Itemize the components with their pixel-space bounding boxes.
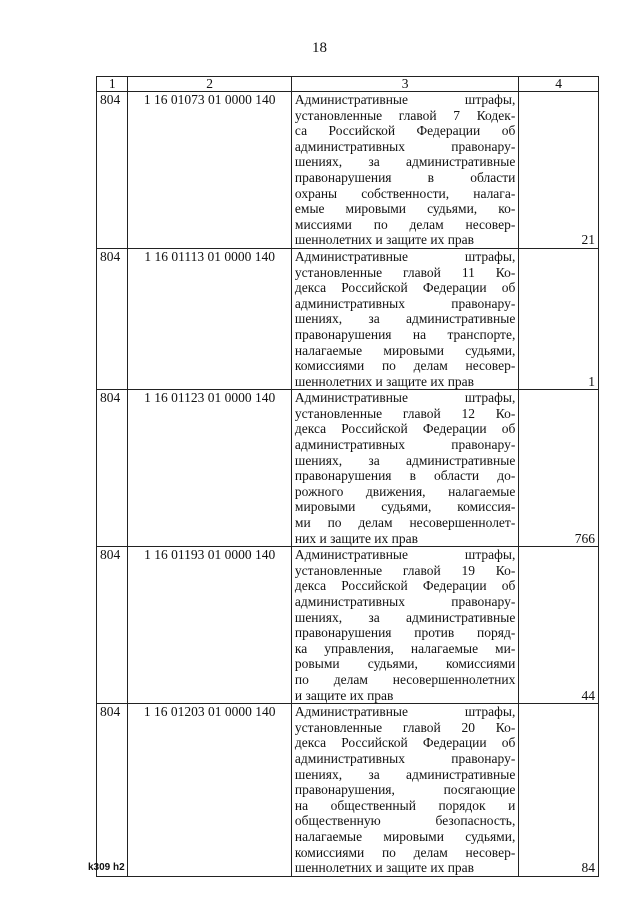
description-line: шеннолетних и защите их прав (294, 860, 475, 876)
table-row (97, 248, 599, 389)
description-line: административных правонару- (294, 750, 516, 766)
description-line: декса Российской Федерации об (294, 280, 516, 296)
cell-budget-classification-code: 1 16 01123 01 0000 140 (128, 390, 291, 547)
cell-budget-classification-code: 1 16 01113 01 0000 140 (128, 248, 291, 389)
description-line: правонарушения, посягающие (294, 782, 516, 798)
description-line: мировыми судьями, комиссия- (294, 499, 516, 515)
description-line: установленные главой 19 Ко- (294, 562, 516, 578)
cell-description (291, 390, 518, 547)
description-line: и защите их прав (294, 687, 394, 703)
table-row (97, 390, 599, 547)
description-line: установленные главой 20 Ко- (294, 719, 516, 735)
description-line: декса Российской Федерации об (294, 578, 516, 594)
description-line: налагаемые мировыми судьями, (294, 342, 516, 358)
description-line: са Российской Федерации об (294, 123, 516, 139)
description-line: емые мировыми судьями, ко- (294, 201, 516, 217)
header-col-3: 3 (291, 77, 518, 92)
cell-amount: 766 (519, 390, 599, 547)
description-line: Административные штрафы, (294, 390, 516, 406)
description-line: Административные штрафы, (294, 92, 516, 107)
description-line: декса Российской Федерации об (294, 421, 516, 437)
cell-amount: 1 (519, 248, 599, 389)
description-line: установленные главой 11 Ко- (294, 264, 516, 280)
cell-admin-code: 804 (97, 704, 128, 877)
cell-description (291, 92, 518, 249)
cell-description (291, 547, 518, 704)
description-line: шениях, за административные (294, 311, 516, 327)
header-col-1: 1 (97, 77, 128, 92)
description-line: комиссиями по делам несовер- (294, 844, 516, 860)
description-line: налагаемые мировыми судьями, (294, 828, 516, 844)
cell-admin-code: 804 (97, 92, 128, 249)
description-line: Административные штрафы, (294, 547, 516, 563)
description-line: административных правонару- (294, 594, 516, 609)
table-row (97, 92, 599, 249)
cell-amount: 21 (519, 92, 599, 249)
revenue-table (96, 76, 599, 877)
description-line: декса Российской Федерации об (294, 735, 516, 751)
description-line: рожного движения, налагаемые (294, 483, 516, 499)
description-line: правонарушения в области до- (294, 468, 516, 484)
header-col-4: 4 (519, 77, 599, 92)
cell-admin-code: 804 (97, 547, 128, 704)
description-line: по делам несовершеннолетних (294, 671, 516, 687)
header-col-2: 2 (128, 77, 291, 92)
description-line: Административные штрафы, (294, 704, 516, 720)
cell-admin-code: 804 (97, 390, 128, 547)
description-line: ровыми судьями, комиссиями (294, 656, 516, 672)
cell-amount: 84 (519, 704, 599, 877)
description-line: правонарушения против поряд- (294, 625, 516, 641)
description-line: административных правонару- (294, 138, 516, 154)
cell-budget-classification-code: 1 16 01193 01 0000 140 (128, 547, 291, 704)
description-line: правонарушения на транспорте, (294, 326, 516, 342)
cell-description (291, 248, 518, 389)
description-line: шениях, за административные (294, 766, 516, 782)
cell-admin-code: 804 (97, 248, 128, 389)
description-line: административных правонару- (294, 295, 516, 311)
footer-code: k309 h2 (88, 862, 125, 873)
description-line: комиссиями по делам несовер- (294, 358, 516, 374)
description-line: ка управления, налагаемые ми- (294, 640, 516, 656)
description-line: охраны собственности, налага- (294, 185, 516, 201)
description-line: правонарушения в области (294, 169, 516, 185)
page-number: 18 (312, 40, 327, 56)
description-line: миссиями по делам несовер- (294, 216, 516, 232)
description-line: них и защите их прав (294, 530, 418, 546)
cell-budget-classification-code: 1 16 01073 01 0000 140 (128, 92, 291, 249)
cell-budget-classification-code: 1 16 01203 01 0000 140 (128, 704, 291, 877)
cell-description (291, 704, 518, 877)
description-line: установленные главой 12 Ко- (294, 405, 516, 421)
description-line: общественную безопасность, (294, 813, 516, 829)
description-line: шеннолетних и защите их прав (294, 373, 475, 389)
table-row (97, 547, 599, 704)
table-row (97, 704, 599, 877)
description-line: на общественный порядок и (294, 797, 516, 813)
cell-amount: 44 (519, 547, 599, 704)
description-line: шеннолетних и защите их прав (294, 232, 475, 248)
description-line: шениях, за административные (294, 609, 516, 625)
description-line: Административные штрафы, (294, 248, 516, 264)
description-line: шениях, за административные (294, 154, 516, 170)
description-line: шениях, за административные (294, 452, 516, 468)
description-line: административных правонару- (294, 437, 516, 453)
table-header-row (97, 77, 599, 92)
description-line: установленные главой 7 Кодек- (294, 107, 516, 123)
description-line: ми по делам несовершеннолет- (294, 515, 516, 531)
